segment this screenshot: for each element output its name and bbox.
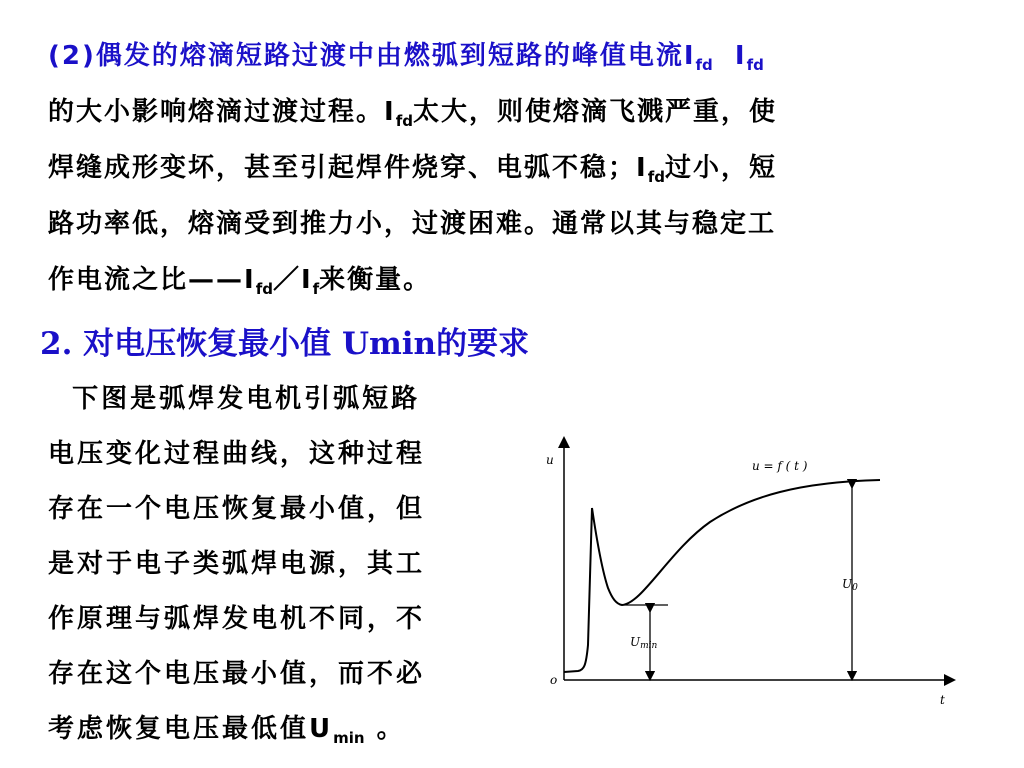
para2-line-2: 电压变化过程曲线，这种过程 — [48, 439, 426, 469]
para2-line-3: 存在一个电压恢复最小值，但 — [48, 494, 426, 524]
para2-line-6: 存在这个电压最小值，而不必 — [48, 659, 426, 689]
para2-line-5: 作原理与弧焊发电机不同，不 — [48, 604, 426, 634]
voltage-curve-figure — [530, 430, 970, 720]
para2-line-4: 是对于电子类弧焊电源，其工 — [48, 549, 426, 579]
para1-line-2: 的大小影响熔滴过渡过程。$I_{fd}$太大，则使熔滴飞溅严重，使 — [48, 97, 777, 130]
voltage-curve — [564, 480, 880, 672]
curve-equation-label: u = f ( t ) — [752, 459, 808, 473]
u0-label: U0 — [842, 577, 858, 593]
para2-line-1: 下图是弧焊发电机引弧短路 — [48, 384, 421, 414]
para1-line-4: 路功率低，熔滴受到推力小，过渡困难。通常以其与稳定工 — [48, 209, 777, 239]
origin-label: o — [550, 673, 558, 687]
para1-line-3: 焊缝成形变坏，甚至引起焊件烧穿、电弧不稳；$I_{fd}$过小，短 — [48, 153, 777, 186]
section-heading: 2. 对电压恢复最小值 Umin的要求 — [40, 326, 530, 362]
para2-line-7: 考虑恢复电压最低值$U_{min}$ 。 — [48, 714, 406, 747]
para1-line-5: 作电流之比$——I_{fd}/I_f$来衡量。 — [48, 265, 432, 298]
y-axis-label: u — [546, 453, 554, 467]
umin-label: Umin — [630, 635, 658, 651]
para1-line-1: (2)偶发的熔滴短路过渡中由燃弧到短路的峰值电流$I_{fd}$ $I_{fd}$ — [48, 41, 764, 74]
x-axis-label: t — [940, 693, 945, 707]
